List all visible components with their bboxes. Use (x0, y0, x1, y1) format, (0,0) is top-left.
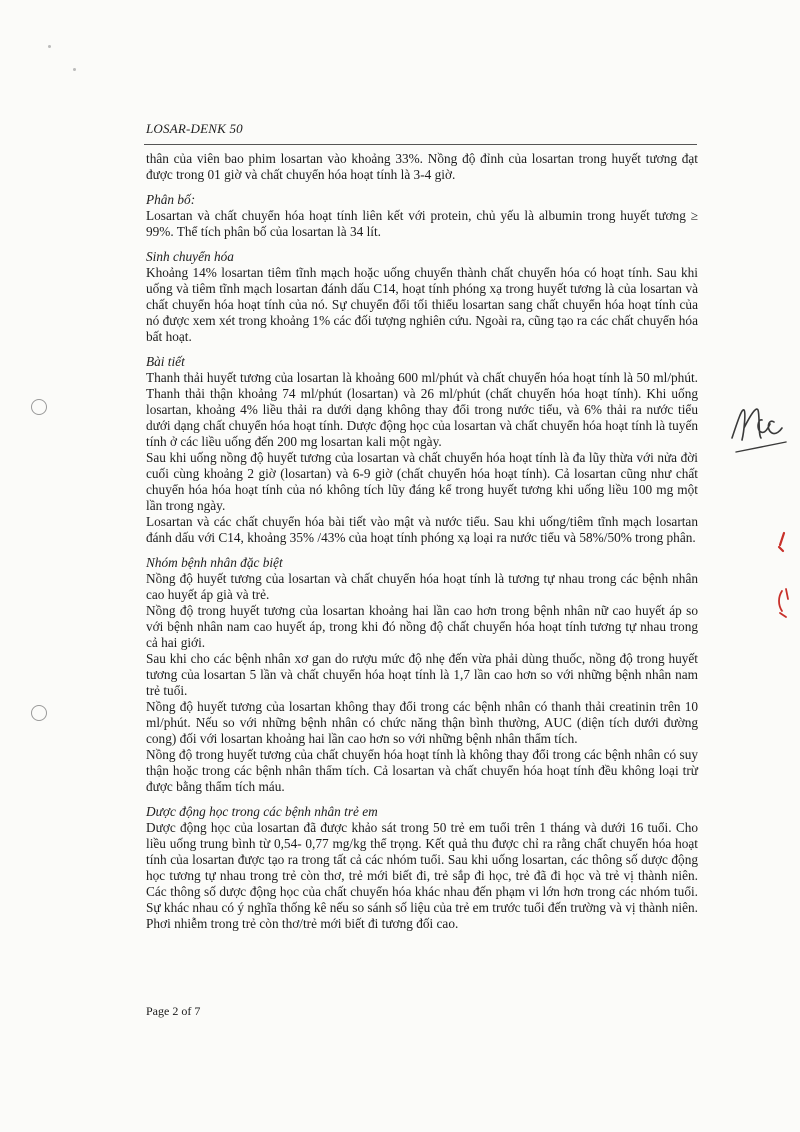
section-paragraph: Sau khi uống nồng độ huyết tương của losartan và chất chuyển hóa hoạt tính là đa lũy thừa với nửa đời cuối cùng khoảng 2 giờ (losartan) và 6-9 giờ (chất chuyển hóa hoạt tính). Cả losartan cũng như chất chuyển hóa hóa hoạt tính của nó không tích lũy đáng kể trong huyết tương khi uống liều 100 mg một lần trong ngày. (146, 450, 698, 513)
section-paragraph: Nồng độ trong huyết tương của losartan khoảng hai lần cao hơn trong bệnh nhân nữ cao huyết áp so với bệnh nhân nam cao huyết áp, trong khi đó nồng độ chất chuyển hóa hoạt tính tương tự nhau trong cả hai giới. (146, 603, 698, 650)
intro-paragraph: thân của viên bao phim losartan vào khoảng 33%. Nồng độ đỉnh của losartan trong huyết tương đạt được trong 01 giờ và chất chuyển hóa hoạt tính là 3-4 giờ. (146, 151, 698, 182)
handwritten-initials (728, 398, 792, 460)
section-excretion (146, 354, 698, 546)
page-number: Page 2 of 7 (146, 1004, 201, 1018)
scan-speck (48, 45, 51, 48)
section-heading: Sinh chuyển hóa (146, 249, 234, 264)
header-divider (144, 144, 697, 145)
section-paragraph: Nồng độ trong huyết tương của chất chuyển hóa hoạt tính là không thay đổi trong các bệnh nhân có suy thận hoặc trong các bệnh nhân thẩm tích. Cả losartan và chất chuyển hóa hoạt tính đều không loại trừ được bằng thẩm tích máu. (146, 747, 698, 794)
scan-speck (73, 68, 76, 71)
section-pediatric (146, 804, 698, 932)
red-stamp-fragment (770, 525, 794, 625)
section-paragraph: Sau khi cho các bệnh nhân xơ gan do rượu mức độ nhẹ đến vừa phải dùng thuốc, nồng độ trong huyết tương của losartan 5 lần và chất chuyển hóa hoạt tính là 1,7 lần cao hơn so với những bệnh nhân nam trẻ tuổi. (146, 651, 698, 698)
section-paragraph: Khoảng 14% losartan tiêm tĩnh mạch hoặc uống chuyển thành chất chuyển hóa có hoạt tính. Sau khi uống và tiêm tĩnh mạch losartan đánh dấu C14, hoạt tính phóng xạ trong huyết tương là của losartan và chất chuyển hóa hoạt tính của nó. Sự chuyển đổi tối thiểu losartan sang chất chuyển hóa hoạt tính của nó được xem xét trong khoảng 1% các đối tượng nghiên cứu. Ngoài ra, cũng tạo ra các chất chuyển hóa bất hoạt. (146, 265, 698, 344)
section-heading: Dược động học trong các bệnh nhân trẻ em (146, 804, 378, 819)
section-paragraph: Losartan và chất chuyển hóa hoạt tính liên kết với protein, chủ yếu là albumin trong huyết tương ≥ 99%. Thể tích phân bố của losartan là 34 lít. (146, 208, 698, 239)
document-header: LOSAR-DENK 50 (146, 121, 243, 136)
section-special-populations (146, 555, 698, 795)
section-paragraph: Nồng độ huyết tương của losartan và chất chuyển hóa hoạt tính là tương tự nhau trong các bệnh nhân cao huyết áp già và trẻ. (146, 571, 698, 602)
section-heading: Phân bố: (146, 192, 196, 207)
section-paragraph: Nồng độ huyết tương của losartan không thay đổi trong các bệnh nhân có thanh thải creatinin trên 10 ml/phút. Nếu so với những bệnh nhân có chức năng thận bình thường, AUC (diện tích dưới đường cong) đối với losartan khoảng hai lần cao hơn so với những bệnh nhân thẩm tích. (146, 699, 698, 746)
section-metabolism (146, 249, 698, 345)
punch-hole (31, 399, 47, 415)
document-body (146, 151, 698, 932)
section-heading: Nhóm bệnh nhân đặc biệt (146, 555, 283, 570)
section-heading: Bài tiết (146, 354, 185, 369)
section-paragraph: Dược động học của losartan đã được khảo sát trong 50 trẻ em tuổi trên 1 tháng và dưới 16 tuổi. Cho liều uống trung bình từ 0,54- 0,77 mg/kg thể trọng. Kết quả thu được chỉ ra rằng chất chuyển hóa hoạt tính của losartan được tạo ra trong tất cả các nhóm tuổi. Sau khi uống losartan, các thông số dược động học tương tự nhau trong trẻ còn thơ, trẻ mới biết đi, trẻ sắp đi học, trẻ đã đi học và trẻ vị thành niên. Các thông số dược động học của chất chuyển hóa khác nhau đến phạm vi lớn hơn trong các nhóm tuổi. Sự khác nhau có ý nghĩa thống kê nếu so sánh số liệu của trẻ em trước tuổi đến trường và vị thành niên. Phơi nhiễm trong trẻ còn thơ/trẻ mới biết đi tương đối cao. (146, 820, 698, 931)
section-distribution (146, 192, 698, 240)
punch-hole (31, 705, 47, 721)
section-paragraph: Losartan và các chất chuyển hóa bài tiết vào mật và nước tiểu. Sau khi uống/tiêm tĩnh mạch losartan đánh dấu với C14, khoảng 35% /43% của hoạt tính phóng xạ loại ra nước tiểu và 58%/50% trong phân. (146, 514, 698, 545)
section-paragraph: Thanh thải huyết tương của losartan là khoảng 600 ml/phút và chất chuyển hóa hoạt tính là 50 ml/phút. Thanh thải thận khoảng 74 ml/phút (losartan) và 26 ml/phút (chất chuyển hóa hoạt tính). Khi uống losartan, khoảng 4% liều thải ra dưới dạng không thay đổi trong nước tiểu, và 6% thải ra nước tiểu dưới dạng chất chuyển hóa hoạt tính. Dược động học của losartan và chất chuyển hóa hoạt tính là tuyến tính ở các liều uống đến 200 mg losartan kali một ngày. (146, 370, 698, 449)
